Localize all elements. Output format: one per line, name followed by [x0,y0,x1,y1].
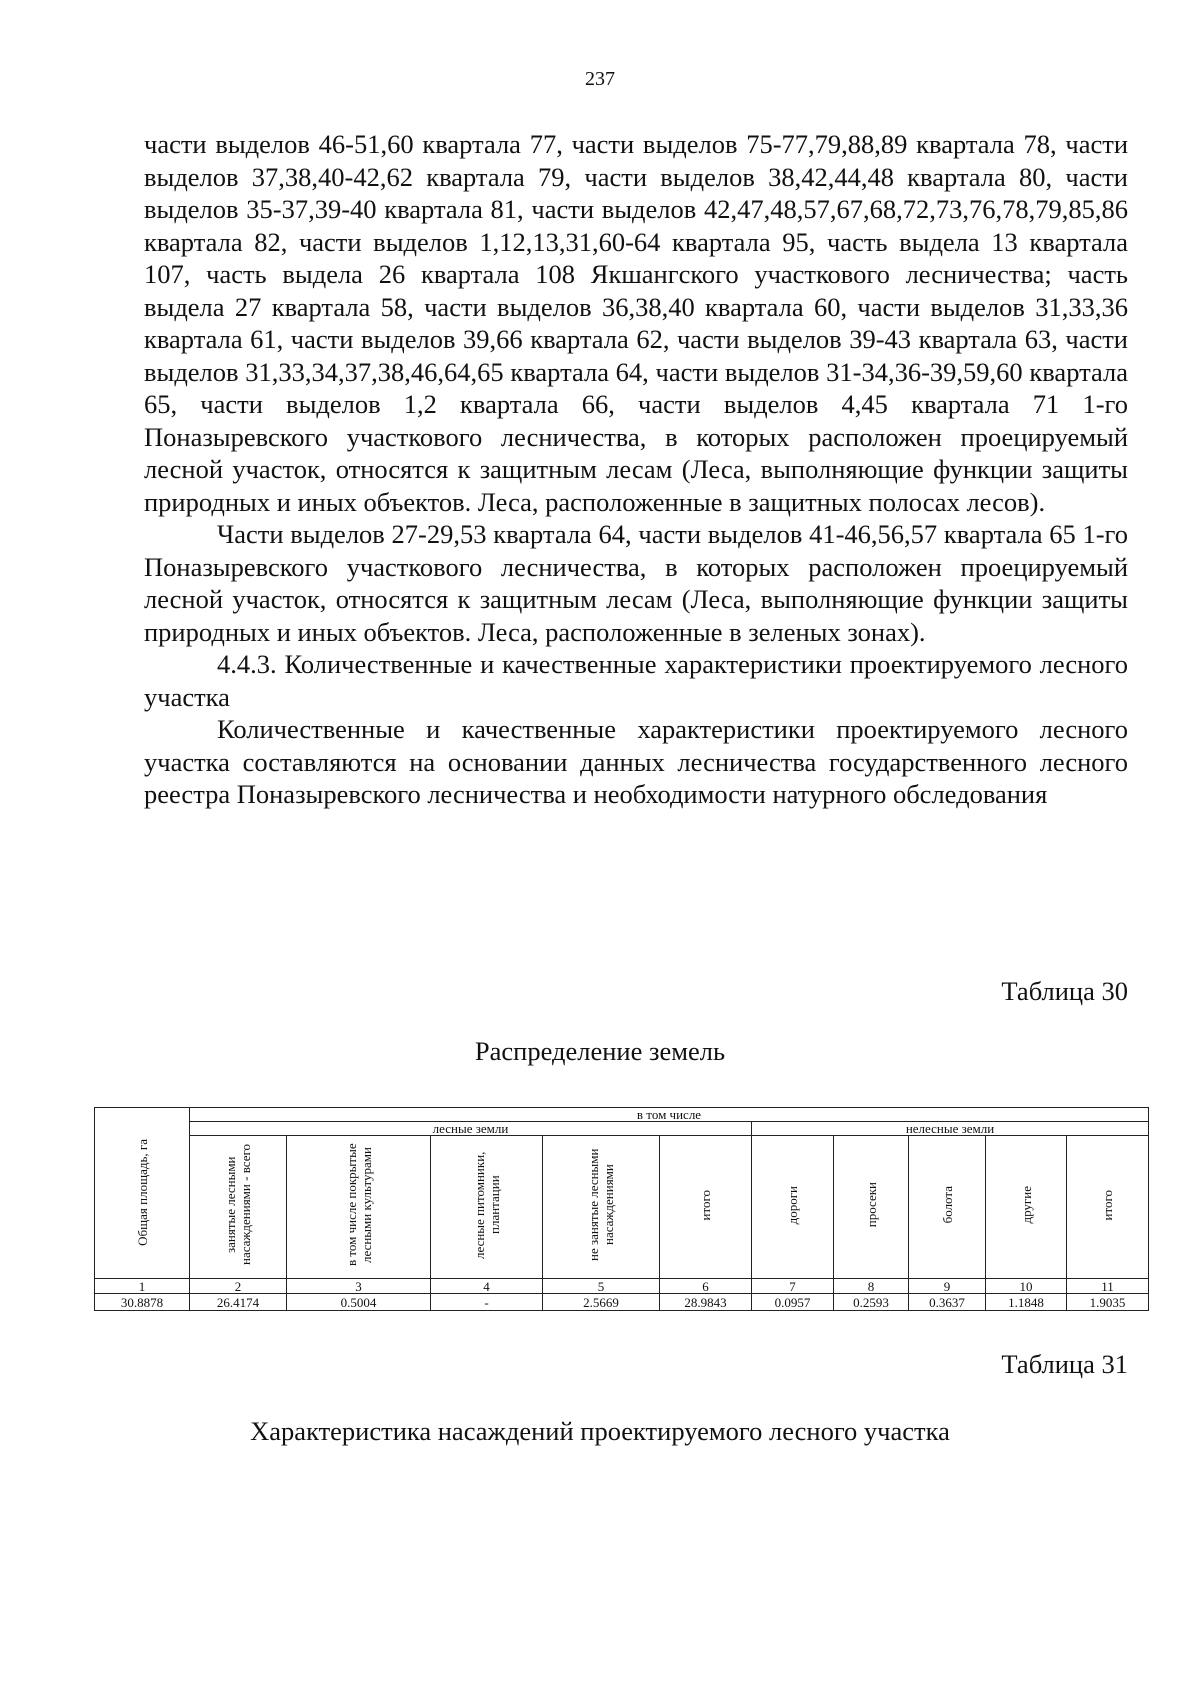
cell-roads: 0.0957 [752,1294,834,1311]
cell-nurseries: - [431,1294,543,1311]
header-col-6: итого [660,1136,752,1279]
column-number: 8 [834,1279,909,1294]
cell-nonforest-total: 1.9035 [1067,1294,1149,1311]
body-text [144,128,1128,811]
cell-forest-cultures: 0.5004 [287,1294,431,1311]
column-number: 11 [1067,1279,1149,1294]
paragraph-protective-forests-1: части выделов 46-51,60 квартала 77, части выделов 75-77,79,88,89 квартала 78, части выделов 37,38,40-42,62 квартала 79, части выделов 38,42,44,48 квартала 80, части выделов 35-37,39-40 квартала 81, части выделов 42,47,48,57,67,68,72,73,76,78,79,85,86 квартала 82, части выделов 1,12,13,31,60-64 квартала 95, часть выдела 13 квартала 107, часть выдела 26 квартала 108 Якшангского участкового лесничества; часть выдела 27 квартала 58, части выделов 36,38,40 квартала 60, части выделов 31,33,36 квартала 61, части выделов 39,66 квартала 62, части выделов 39-43 квартала 63, части выделов 31,33,34,37,38,46,64,65 квартала 64, части выделов 31-34,36-39,59,60 квартала 65, части выделов 1,2 квартала 66, части выделов 4,45 квартала 71 1-го Поназыревского участкового лесничества, в которых расположен проецируемый лесной участок, относятся к защитным лесам (Леса, выполняющие функции защиты природных и иных объектов. Леса, расположенные в защитных полосах лесов). [144,129,1128,517]
land-distribution-table [94,1107,1149,1311]
column-number: 5 [543,1279,660,1294]
cell-clearings: 0.2593 [834,1294,909,1311]
column-number: 4 [431,1279,543,1294]
column-number: 7 [752,1279,834,1294]
cell-forested: 26.4174 [190,1294,287,1311]
header-col-11: итого [1067,1136,1149,1279]
header-total-area: Общая площадь, га [95,1108,190,1279]
column-number: 1 [95,1279,190,1294]
header-col-8: просеки [834,1136,909,1279]
table-row [95,1294,1149,1311]
cell-other: 1.1848 [986,1294,1067,1311]
section-heading-4-4-3: 4.4.3. Количественные и качественные характеристики проектируемого лесного участка [144,649,1128,712]
header-forest-lands: лесные земли [190,1122,752,1136]
paragraph-protective-forests-2: Части выделов 27-29,53 квартала 64, части выделов 41-46,56,57 квартала 65 1-го Поназыревского участкового лесничества, в которых расположен проецируемый лесной участок, относятся к защитным лесам (Леса, выполняющие функции защиты природных и иных объектов. Леса, расположенные в зеленых зонах). [144,519,1128,647]
cell-forest-total: 28.9843 [660,1294,752,1311]
cell-total-area: 30.8878 [95,1294,190,1311]
table-31-label: Таблица 31 [1001,1349,1128,1379]
column-number: 10 [986,1279,1067,1294]
header-col-5: не занятые лесными насаждениями [543,1136,660,1279]
cell-swamps: 0.3637 [909,1294,986,1311]
column-number: 9 [909,1279,986,1294]
column-number: 3 [287,1279,431,1294]
header-col-9: болота [909,1136,986,1279]
page-number: 237 [585,68,615,90]
header-col-2: занятые лесными насаждениями - всего [190,1136,287,1279]
cell-unforested: 2.5669 [543,1294,660,1311]
table-30-label: Таблица 30 [1001,976,1128,1006]
header-col-7: дороги [752,1136,834,1279]
header-including: в том числе [190,1108,1149,1122]
header-col-4: лесные питомники, плантации [431,1136,543,1279]
table-30-caption: Распределение земель [474,1036,726,1066]
column-number: 2 [190,1279,287,1294]
paragraph-characteristics: Количественные и качественные характеристики проектируемого лесного участка составляются на основании данных лесничества государственного лесного реестра Поназыревского лесничества и необходимости натурного обследования [144,714,1128,809]
header-col-10: другие [986,1136,1067,1279]
table-31-caption: Характеристика насаждений проектируемого лесного участка [250,1416,950,1446]
header-col-3: в том числе покрытые лесными культурами [287,1136,431,1279]
column-number-row [95,1279,1149,1294]
column-number: 6 [660,1279,752,1294]
header-nonforest-lands: нелесные земли [752,1122,1149,1136]
